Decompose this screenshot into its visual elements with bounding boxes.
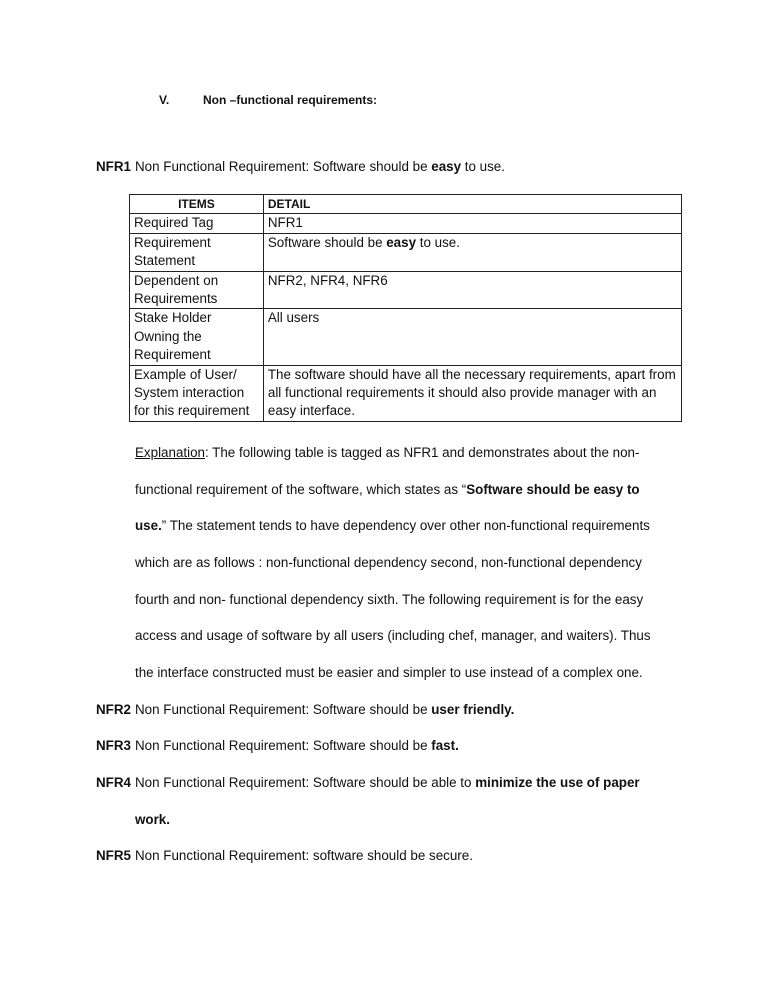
nfr4-continuation: work. — [135, 812, 170, 827]
nfr1-id: NFR1 — [96, 159, 131, 174]
row-detail: The software should have all the necessary requirements, apart from all functional requirements it should also provide manager with an easy interface. — [263, 365, 681, 421]
nfr2-id: NFR2 — [96, 702, 131, 717]
nfr2-line — [96, 701, 514, 719]
header-detail: DETAIL — [263, 195, 681, 214]
explanation-bold: use. — [135, 518, 162, 533]
explanation-label: Explanation — [135, 445, 205, 460]
row-detail: NFR2, NFR4, NFR6 — [263, 271, 681, 309]
explanation-line-6: access and usage of software by all users (including chef, manager, and waiters). Thus — [135, 628, 651, 643]
explanation-line-2 — [135, 481, 640, 499]
requirements-table — [129, 194, 682, 422]
row-item: Example of User/ System interaction for this requirement — [130, 365, 264, 421]
row-item: Requirement Statement — [130, 233, 264, 271]
nfr3-line — [96, 737, 459, 755]
row-item: Dependent on Requirements — [130, 271, 264, 309]
nfr4-id: NFR4 — [96, 775, 131, 790]
detail-bold: easy — [386, 234, 417, 250]
row-item: Required Tag — [130, 214, 264, 233]
explanation-line-1 — [135, 444, 639, 462]
row-detail: NFR1 — [263, 214, 681, 233]
row-item: Stake Holder Owning the Requirement — [130, 309, 264, 365]
nfr2-text: Non Functional Requirement: Software should be — [135, 702, 432, 717]
nfr1-text: Non Functional Requirement: Software should be — [135, 159, 432, 174]
header-items: ITEMS — [130, 195, 264, 214]
table-header-row — [130, 195, 682, 214]
nfr3-text: Non Functional Requirement: Software should be — [135, 738, 432, 753]
nfr5-line — [96, 847, 473, 865]
table-row — [130, 214, 682, 233]
detail-suffix: to use. — [416, 234, 460, 250]
nfr3-bold: fast. — [431, 738, 459, 753]
nfr1-bold: easy — [431, 159, 462, 174]
nfr1-suffix: to use. — [461, 159, 505, 174]
table-row — [130, 271, 682, 309]
row-detail: All users — [263, 309, 681, 365]
nfr3-id: NFR3 — [96, 738, 131, 753]
nfr4-bold: minimize the use of paper — [475, 775, 640, 790]
explanation-line-3 — [135, 517, 650, 535]
nfr5-id: NFR5 — [96, 848, 131, 863]
explanation-line-4: which are as follows : non-functional dependency second, non-functional dependency — [135, 555, 642, 570]
section-title: Non –functional requirements: — [203, 93, 378, 107]
table-row — [130, 233, 682, 271]
nfr4-text: Non Functional Requirement: Software should be able to — [135, 775, 476, 790]
explanation-line-7: the interface constructed must be easier and simpler to use instead of a complex one. — [135, 665, 643, 680]
section-heading — [159, 93, 377, 107]
detail-prefix: Software should be — [267, 234, 387, 250]
table-row — [130, 365, 682, 421]
nfr4-line — [96, 774, 640, 792]
nfr5-text: Non Functional Requirement: software should be secure. — [135, 848, 473, 863]
nfr1-line — [96, 158, 505, 176]
explanation-text: functional requirement of the software, which states as “ — [135, 482, 467, 497]
nfr2-bold: user friendly. — [431, 702, 515, 717]
explanation-text: : The following table is tagged as NFR1 and demonstrates about the non- — [204, 445, 640, 460]
row-detail — [263, 233, 681, 271]
section-number: V. — [159, 93, 170, 107]
explanation-line-5: fourth and non- functional dependency sixth. The following requirement is for the easy — [135, 592, 644, 607]
explanation-bold: Software should be easy to — [466, 482, 640, 497]
explanation-text: ” The statement tends to have dependency over other non-functional requirements — [161, 518, 650, 533]
table-row — [130, 309, 682, 365]
